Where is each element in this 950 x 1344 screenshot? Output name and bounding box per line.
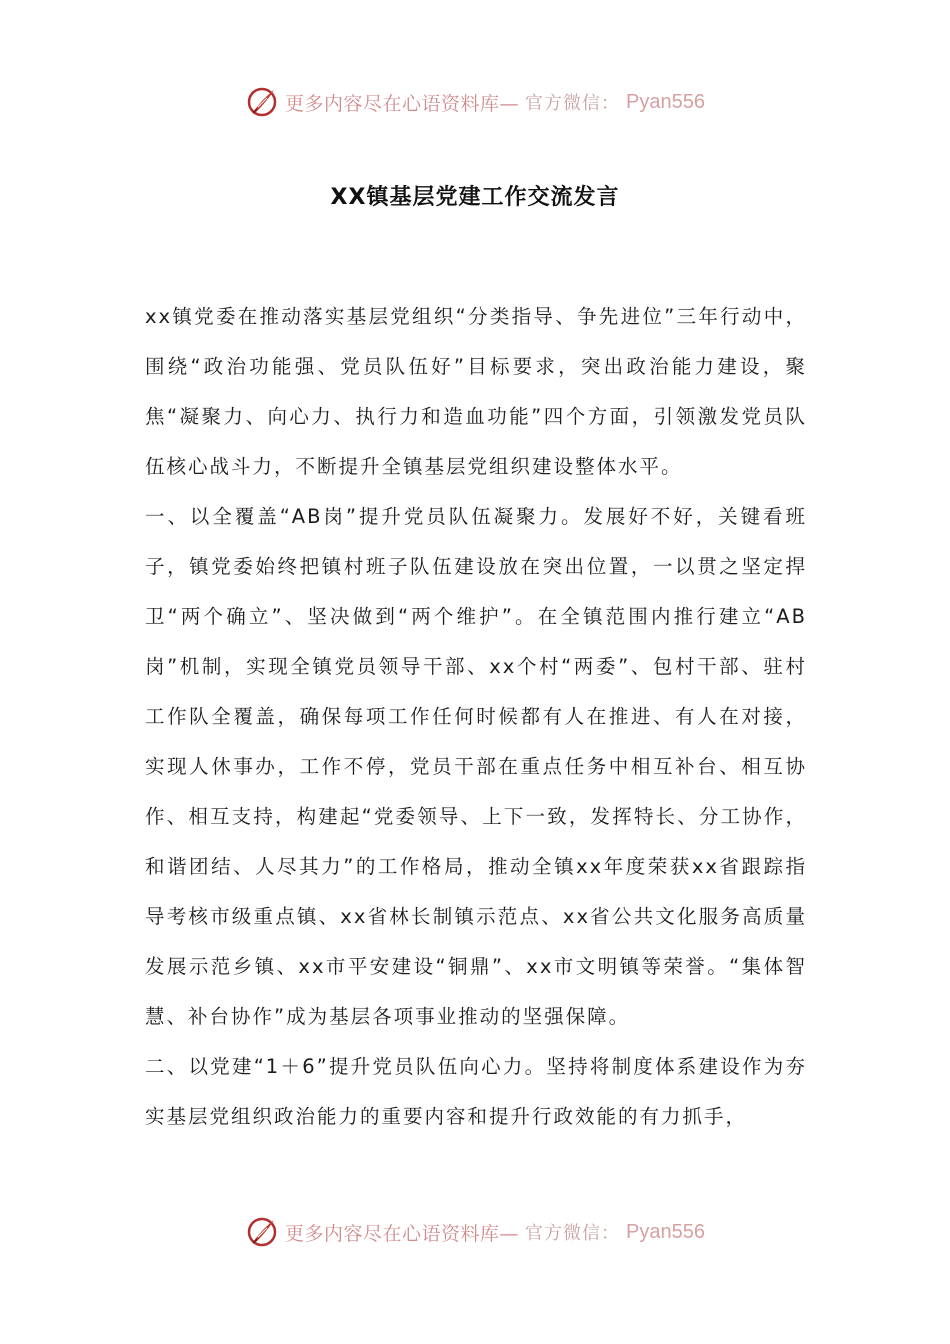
footer-watermark-banner xyxy=(0,1212,950,1252)
banner-wechat-label: 官方微信： xyxy=(525,1223,621,1244)
banner-text: 更多内容尽在心语资料库— xyxy=(285,1222,520,1245)
paragraph-section-two: 二、以党建“1＋6”提升党员队伍向心力。坚持将制度体系建设作为夯实基层党组织政治能力的重要内容和提升行政效能的有力抓手， xyxy=(145,1055,807,1128)
banner-wechat-id: Pyan556 xyxy=(626,90,705,113)
paragraph-section-one: 一、以全覆盖“AB岗”提升党员队伍凝聚力。发展好不好，关键看班子，镇党委始终把镇村班子队伍建设放在突出位置，一以贯之坚定捍卫“两个确立”、坚决做到“两个维护”。在全镇范围内推行建立“AB岗”机制，实现全镇党员领导干部、xx个村“两委”、包村干部、驻村工作队全覆盖，确保每项工作任何时候都有人在推进、有人在对接，实现人休事办，工作不停，党员干部在重点任务中相互补台、相互协作、相互支持，构建起“党委领导、上下一致，发挥特长、分工协作，和谐团结、人尽其力”的工作格局，推动全镇xx年度荣获xx省跟踪指导考核市级重点镇、xx省林长制镇示范点、xx省公共文化服务高质量发展示范乡镇、xx市平安建设“铜鼎”、xx市文明镇等荣誉。“集体智慧、补台协作”成为基层各项事业推动的坚强保障。 xyxy=(145,505,807,1028)
document-body xyxy=(145,292,807,1142)
banner-text: 更多内容尽在心语资料库— xyxy=(285,92,520,115)
paragraph-intro: xx镇党委在推动落实基层党组织“分类指导、争先进位”三年行动中，围绕“政治功能强、党员队伍好”目标要求，突出政治能力建设，聚焦“凝聚力、向心力、执行力和造血功能”四个方面，引领激发党员队伍核心战斗力，不断提升全镇基层党组织建设整体水平。 xyxy=(145,305,807,478)
banner-wechat-label: 官方微信： xyxy=(525,93,621,114)
document-title: XX镇基层党建工作交流发言 xyxy=(330,185,620,210)
quill-logo-icon xyxy=(245,1215,279,1249)
header-watermark-banner xyxy=(0,82,950,122)
quill-logo-icon xyxy=(245,85,279,119)
banner-wechat-id: Pyan556 xyxy=(626,1220,705,1243)
